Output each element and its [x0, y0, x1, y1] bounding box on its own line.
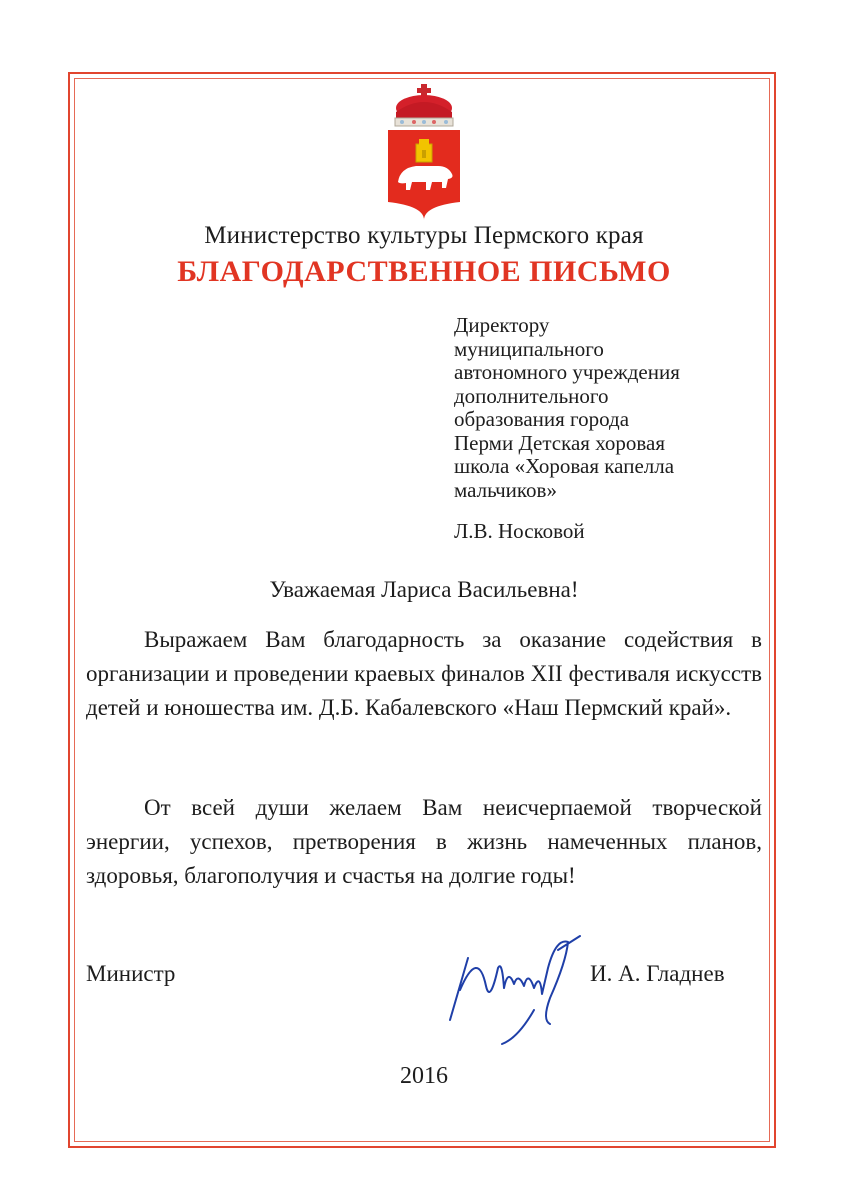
signatory-title: Министр	[86, 961, 176, 986]
greeting: Уважаемая Лариса Васильевна!	[269, 577, 579, 602]
letter-title: БЛАГОДАРСТВЕННОЕ ПИСЬМО	[177, 255, 671, 288]
handwritten-signature-icon	[438, 928, 598, 1048]
body-paragraph-wishes: От всей души желаем Вам неисчерпаемой творческой энергии, успехов, претворения в жизнь намеченных планов, здоровья, благополучия и счастья на долгие годы!	[86, 795, 762, 888]
addressee-name: Л.В. Носковой	[454, 519, 585, 543]
ministry-name: Министерство культуры Пермского края	[204, 222, 644, 249]
body-paragraph-gratitude: Выражаем Вам благодарность за оказание содействия в организации и проведении краевых финалов XII фестиваля искусств детей и юношества им. Д.Б. Кабалевского «Наш Пермский край».	[86, 627, 762, 720]
signatory-name: И. А. Гладнев	[590, 961, 725, 986]
document-year: 2016	[400, 1063, 448, 1089]
addressee-block: Директору муниципального автономного учреждения дополнительного образования города Перми Детская хоровая школа «Хоровая капелла мальчиков»	[454, 313, 680, 502]
perm-krai-coat-of-arms-icon	[382, 84, 466, 220]
